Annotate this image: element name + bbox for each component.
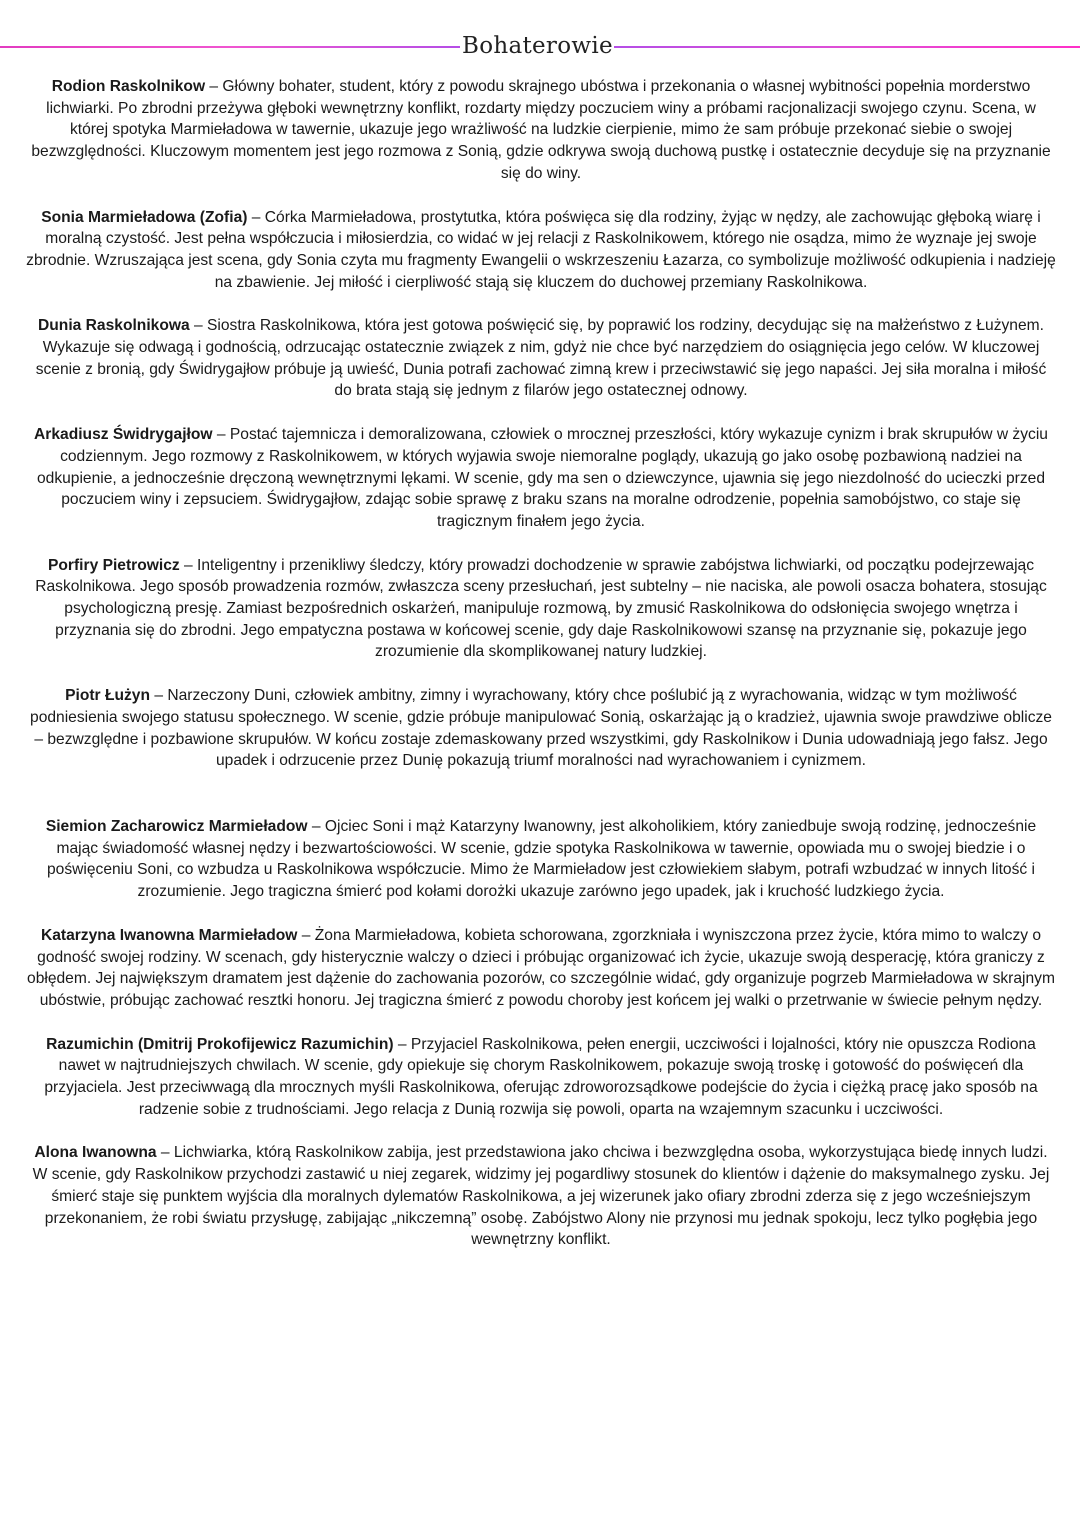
character-entry-razumichin — [26, 1034, 1056, 1121]
character-entry-swidrygajlow — [26, 424, 1056, 533]
character-description: – Córka Marmieładowa, prostytutka, która poświęca się dla rodziny, żyjąc w nędzy, ale zachowując głęboką wiarę i moralną czystość. Jest pełna współczucia i miłosierdzia, co widać w jej relacji z Raskolnikowem, którego nie osądza, mimo że wyznaje jej swoje zbrodnie. Wzruszająca jest scena, gdy Sonia czyta mu fragmenty Ewangelii o wskrzeszeniu Łazarza, co symbolizuje możliwość odkupienia i nadzieję na zbawienie. Jej miłość i cierpliwość stają się kluczem do duchowej przemiany Raskolnikowa. — [26, 208, 1056, 291]
character-entry-dunia — [26, 315, 1056, 402]
character-entry-porfiry — [26, 555, 1056, 664]
character-list — [26, 76, 1056, 1273]
character-name: Arkadiusz Świdrygajłow — [34, 426, 213, 444]
character-name: Katarzyna Iwanowna Marmieładow — [40, 926, 298, 944]
page-title: Bohaterowie — [462, 33, 613, 59]
header-rule-right — [614, 46, 1080, 48]
page-header — [0, 28, 1080, 64]
character-name: Sonia Marmieładowa (Zofia) — [41, 208, 248, 226]
character-description: – Narzeczony Duni, człowiek ambitny, zimny i wyrachowany, który chce poślubić ją z wyrachowania, widząc w tym możliwość podniesienia swojego statusu społecznego. W scenie, gdzie próbuje manipulować Sonią, oskarżając ją o kradzież, ujawnia swoje prawdziwe oblicze – bezwzględne i pozbawione skrupułów. W końcu zostaje zdemaskowany przed wszystkimi, gdy Raskolnikow i Dunia udowadniają jego fałsz. Jego upadek i odrzucenie przez Dunię pokazują triumf moralności nad wyrachowaniem i cynizmem. — [30, 687, 1052, 770]
character-entry-alona — [26, 1142, 1056, 1251]
character-name: Razumichin (Dmitrij Prokofijewicz Razumichin) — [46, 1035, 394, 1053]
character-description: – Główny bohater, student, który z powodu skrajnego ubóstwa i przekonania o własnej wybitności popełnia morderstwo lichwiarki. Po zbrodni przeżywa głęboki wewnętrzny konflikt, rozdarty między poczuciem winy a próbami racjonalizacji swojego czynu. Scena, w której spotyka Marmieładowa w tawernie, ukazuje jego wrażliwość na ludzkie cierpienie, mimo że sam próbuje przekonać siebie o swojej bezwzględności. Kluczowym momentem jest jego rozmowa z Sonią, gdzie odkrywa swoją duchową pustkę i ostatecznie decyduje się na przyznanie się do winy. — [31, 78, 1051, 182]
character-description: – Inteligentny i przenikliwy śledczy, który prowadzi dochodzenie w sprawie zabójstwa lichwiarki, od początku podejrzewając Raskolnikowa. Jego sposób prowadzenia rozmów, zwłaszcza sceny przesłuchań, jest subtelny – nie naciska, ale powoli osacza bohatera, stosując psychologiczną presję. Zamiast bezpośrednich oskarżeń, manipuluje rozmową, by zmusić Raskolnikowa do odsłonięcia swojego wnętrza i przyznania się do zbrodni. Jego empatyczna postawa w końcowej scenie, gdy daje Raskolnikowowi szansę na przyznanie się, pokazuje jego zrozumienie dla skomplikowanej natury ludzkiej. — [35, 556, 1047, 661]
character-name: Piotr Łużyn — [65, 687, 150, 705]
character-entry-katarzyna — [26, 925, 1056, 1012]
character-description: – Siostra Raskolnikowa, która jest gotowa poświęcić się, by poprawić los rodziny, decydując się na małżeństwo z Łużynem. Wykazuje się odwagą i godnością, odrzucając ostatecznie związek z nim, gdyż nie chce być narzędziem do osiągnięcia jego celów. W kluczowej scenie z bronią, gdy Świdrygajłow próbuje ją uwieść, Dunia potrafi zachować zimną krew i przeciwstawić się jego napaści. Jej siła moralna i miłość do brata stają się jednym z filarów jego ostatecznej odnowy. — [35, 317, 1047, 400]
character-name: Siemion Zacharowicz Marmieładow — [45, 817, 308, 835]
character-description: – Ojciec Soni i mąż Katarzyny Iwanowny, jest alkoholikiem, który zaniedbuje swoją rodzinę, jednocześnie mając świadomość własnej nędzy i bezwartościowości. W scenie, gdzie spotyka Raskolnikowa w tawernie, opowiada mu o swojej biedzie i o poświęceniu Soni, co wzbudza u Raskolnikowa współczucie. Mimo że Marmieładow jest człowiekiem słabym, potrafi wzbudzać w innych litość i zrozumienie. Jego tragiczna śmierć pod kołami dorożki ukazuje zarówno jego upadek, jak i kruchość ludzkiego życia. — [46, 817, 1037, 901]
character-description: – Przyjaciel Raskolnikowa, pełen energii, uczciwości i lojalności, który nie opuszcza Rodiona nawet w najtrudniejszych chwilach. W scenie, gdy opiekuje się chorym Raskolnikowem, pokazuje swoją troskę i gotowość do poświęceń dla przyjaciela. Jest przeciwwagą dla mrocznych myśli Raskolnikowa, oferując zdroworozsądkowe podejście do życia i ciężką pracę jako sposób na radzenie sobie z trudnościami. Jego relacja z Dunią rozwija się powoli, oparta na wzajemnym szacunku i uczciwości. — [44, 1035, 1038, 1118]
character-name: Porfiry Pietrowicz — [47, 556, 180, 574]
character-name: Rodion Raskolnikow — [51, 78, 206, 95]
character-entry-raskolnikow — [26, 76, 1056, 185]
character-entry-sonia — [26, 207, 1056, 294]
character-description: – Lichwiarka, którą Raskolnikow zabija, jest przedstawiona jako chciwa i bezwzględna osoba, wykorzystująca biedę innych ludzi. W scenie, gdy Raskolnikow przychodzi zastawić u niej zegarek, widzimy jej pogardliwy stosunek do klientów i dążenie do maksymalnego zysku. Jej śmierć staje się punktem wyjścia dla moralnych dylematów Raskolnikowa, a jej wizerunek jako ofiary zbrodni zderza się z jego wcześniejszym przekonaniem, że robi światu przysługę, zabijając „nikczemną” osobę. Zabójstwo Alony nie przynosi mu jednak spokoju, lecz tylko pogłębia jego wewnętrzny konflikt. — [32, 1144, 1050, 1249]
character-description: – Żona Marmieładowa, kobieta schorowana, zgorzkniała i wyniszczona przez życie, która mimo to walczy o godność swojej rodziny. W scenach, gdy histerycznie walczy o dzieci i próbując organizować ich życie, ukazuje swoją desperację, która graniczy z obłędem. Jej największym dramatem jest dążenie do zachowania pozorów, co szczególnie widać, gdy organizuje pogrzeb Marmieładowa w skrajnym ubóstwie, próbując zachować resztki honoru. Jej tragiczna śmierć z powodu choroby jest końcem jej walki o przetrwanie w świecie pełnym nędzy. — [27, 926, 1055, 1009]
character-entry-luzyn — [26, 685, 1056, 772]
character-description: – Postać tajemnicza i demoralizowana, człowiek o mrocznej przeszłości, który wykazuje cynizm i brak skrupułów w życiu codziennym. Jego rozmowy z Raskolnikowem, w których wyjawia swoje niemoralne poglądy, ukazują go jako osobę pozbawioną nadziei na odkupienie, a jednocześnie dręczoną wewnętrznymi lękami. W scenie, gdy ma sen o dziewczynce, ujawnia się jego niezdolność do ucieczki przed poczuciem winy i zepsuciem. Świdrygajłow, zdając sobie sprawę z braku szans na moralne odrodzenie, popełnia samobójstwo, co staje się tragicznym finałem jego życia. — [36, 426, 1048, 530]
character-entry-marmieladow — [26, 816, 1056, 903]
header-rule-left — [0, 46, 460, 48]
character-name: Dunia Raskolnikowa — [38, 317, 190, 335]
character-name: Alona Iwanowna — [34, 1144, 157, 1162]
